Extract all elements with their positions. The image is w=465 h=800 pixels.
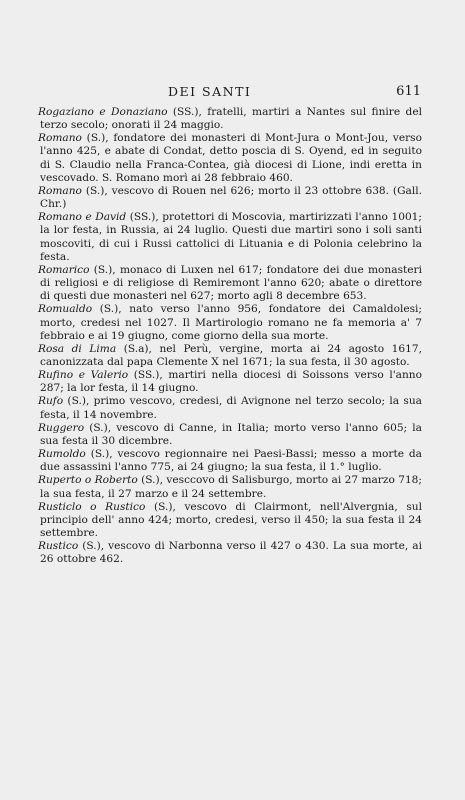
entry-text: (S.), vescovo di Narbonna verso il 427 o 430. La sua morte, ai 26 ottobre 462. — [40, 540, 422, 566]
entry-text: (S.), primo vescovo, credesi, di Avignone nel terzo secolo; la sua festa, il 14 novembre. — [40, 395, 422, 421]
entry-text: (SS.), fratelli, martiri a Nantes sul finire del terzo secolo; onorati il 24 maggio. — [40, 106, 422, 132]
entry-name: Ruperto o Roberto — [38, 474, 138, 487]
saint-entries — [40, 106, 422, 566]
list-item — [40, 448, 422, 474]
page-header — [0, 84, 465, 104]
entry-name: Rustico — [38, 540, 79, 553]
entry-name: Romualdo — [38, 303, 93, 316]
list-item — [40, 395, 422, 421]
entry-name: Rusticlo o Rustico — [38, 500, 146, 513]
entry-name: Romano — [38, 132, 82, 145]
entry-text: (S.), vescovo di Canne, in Italia; morto verso l'anno 605; la sua festa il 30 dicembre. — [40, 421, 422, 447]
entry-text: (SS.), martiri nella diocesi di Soissons verso l'anno 287; la lor festa, il 14 giugno. — [40, 369, 422, 395]
list-item — [40, 501, 422, 540]
list-item — [40, 106, 422, 132]
entry-name: Romano e David — [38, 211, 127, 224]
list-item — [40, 303, 422, 342]
list-item — [40, 369, 422, 395]
entry-text: (S.), vescovo regionnaire nei Paesi-Bassi; messo a morte da due assassini l'anno 775, ai 24 giugno; la sua festa, il 1.° luglio. — [40, 448, 422, 474]
entry-text: (S.), vesccovo di Salisburgo, morto ai 27 marzo 718; la sua festa, il 27 marzo e il 24 settembre. — [40, 474, 422, 500]
entry-text: (S.a), nel Perù, vergine, morta ai 24 agosto 1617, canonizzata dal papa Clemente X nel 1671; la sua festa, il 30 agosto. — [40, 342, 422, 368]
list-item — [40, 211, 422, 264]
entry-name: Rufo — [38, 395, 64, 408]
list-item — [40, 422, 422, 448]
list-item — [40, 185, 422, 211]
list-item — [40, 264, 422, 303]
entry-name: Rumoldo — [38, 448, 86, 461]
entry-text: (S.), fondatore dei monasteri di Mont-Jura o Mont-Jou, verso l'anno 425, e abate di Condat, detto poscia di S. Oyend, ed in seguito di S. Claudio nella Franca-Contea, già diocesi di Lione, indi eretta in vescovado. S. Romano morì ai 28 febbraio 460. — [40, 132, 422, 184]
page-number: 611 — [396, 84, 421, 99]
entry-name: Romarico — [38, 263, 90, 276]
entry-text: (S.), vescovo di Rouen nel 626; morto il 23 ottobre 638. (Gall. Chr.) — [40, 184, 422, 211]
list-item — [40, 474, 422, 500]
entry-text: (S.), nato verso l'anno 956, fondatore dei Camaldolesi; morto, credesi nel 1027. Il Martirologio romano ne fa memoria a' 7 febbraio e ai 19 giugno, come giorno della sua morte. — [40, 303, 422, 342]
running-head: DEI SANTI — [168, 84, 252, 99]
list-item — [40, 132, 422, 185]
list-item — [40, 343, 422, 369]
entry-text: (S.), monaco di Luxen nel 617; fondatore dei due monasteri di religiosi e di religiose di Remiremont l'anno 620; abate o direttore di questi due monasteri nel 627; morto agli 8 decembre 653. — [40, 263, 422, 303]
list-item — [40, 540, 422, 566]
entry-name: Rosa di Lima — [38, 342, 117, 355]
entry-text: (S.), vescovo di Clairmont, nell'Alvergnia, sul principio dell' anno 424; morto, credesi, verso il 450; la sua festa il 24 settembre. — [40, 500, 422, 539]
entry-text: (SS.), protettori di Moscovia, martirizzati l'anno 1001; la lor festa, in Russia, ai 24 luglio. Questi due martiri sono i soli santi moscoviti, di cui i Russi cattolici di Lituania e di Polonia celebrino la festa. — [40, 211, 422, 263]
entry-name: Rufino e Valerio — [38, 369, 129, 382]
entry-name: Rogaziano e Donaziano — [38, 106, 168, 118]
entry-name: Ruggero — [38, 421, 85, 434]
entry-name: Romano — [38, 184, 82, 197]
